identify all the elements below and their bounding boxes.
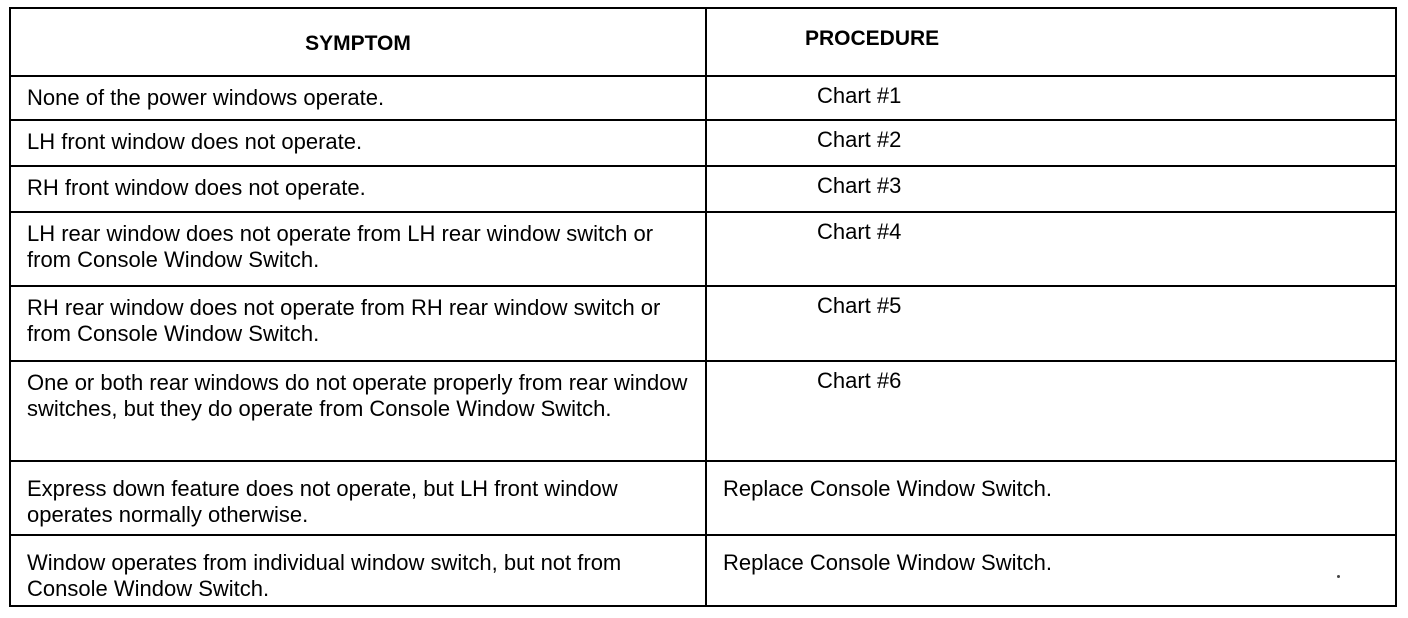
symptom-cell: Express down feature does not operate, but LH front window operates normally otherwise. <box>11 461 706 535</box>
symptom-cell: LH rear window does not operate from LH rear window switch or from Console Window Switch. <box>11 212 706 286</box>
symptom-cell: One or both rear windows do not operate properly from rear window switches, but they do operate from Console Window Switch. <box>11 361 706 461</box>
symptom-column-header: SYMPTOM <box>11 9 706 76</box>
scan-speck <box>1337 575 1340 578</box>
procedure-cell: Chart #5 <box>706 286 1395 360</box>
table-row <box>11 535 1395 605</box>
symptom-procedure-table <box>11 9 1395 605</box>
procedure-cell: Replace Console Window Switch. <box>706 461 1395 535</box>
symptom-cell: LH front window does not operate. <box>11 120 706 166</box>
symptom-cell: Window operates from individual window switch, but not from Console Window Switch. <box>11 535 706 605</box>
table-row <box>11 461 1395 535</box>
symptom-cell: RH front window does not operate. <box>11 166 706 212</box>
symptom-procedure-table-frame <box>9 7 1397 607</box>
table-row <box>11 166 1395 212</box>
table-row <box>11 286 1395 360</box>
table-row <box>11 76 1395 120</box>
procedure-cell: Chart #4 <box>706 212 1395 286</box>
symptom-cell: RH rear window does not operate from RH rear window switch or from Console Window Switch. <box>11 286 706 360</box>
procedure-cell: Chart #3 <box>706 166 1395 212</box>
table-row <box>11 212 1395 286</box>
procedure-cell: Chart #2 <box>706 120 1395 166</box>
table-header-row <box>11 9 1395 76</box>
procedure-cell: Chart #6 <box>706 361 1395 461</box>
table-row <box>11 120 1395 166</box>
table-row <box>11 361 1395 461</box>
procedure-cell: Chart #1 <box>706 76 1395 120</box>
procedure-cell: Replace Console Window Switch. <box>706 535 1395 605</box>
procedure-column-header: PROCEDURE <box>706 9 1395 76</box>
symptom-cell: None of the power windows operate. <box>11 76 706 120</box>
